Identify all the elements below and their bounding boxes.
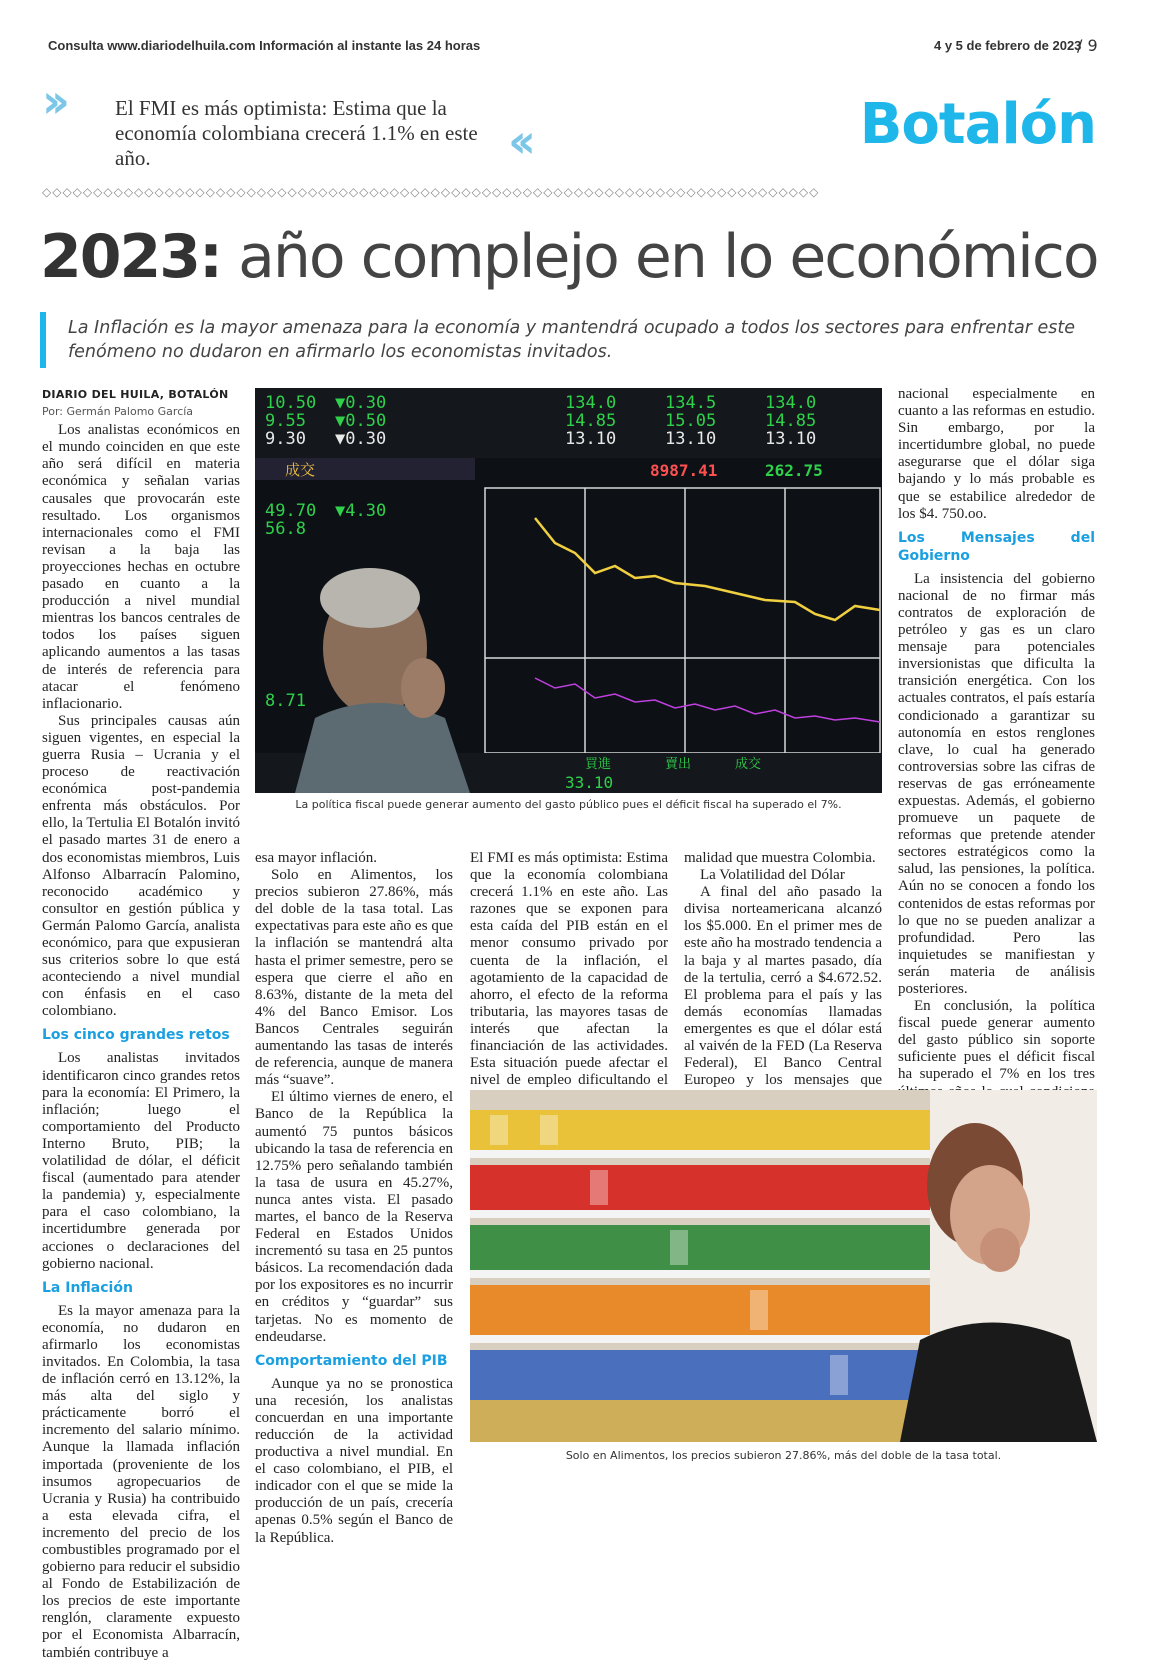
board-label: 成交 — [735, 757, 762, 772]
supermarket-illustration — [470, 1090, 1097, 1442]
board-value: 13.10 — [665, 429, 717, 449]
page-number: / 9 — [1077, 36, 1098, 55]
article-column-1 — [42, 386, 240, 1662]
board-label: 成交 — [285, 461, 316, 479]
stock-board-photo — [255, 388, 882, 793]
board-value: 134.0 — [565, 393, 617, 413]
paragraph: esa mayor inflación. — [255, 850, 378, 866]
board-value: 49.70 — [265, 501, 317, 521]
paragraph: A final del año pasado la divisa norteamericana alcanzó los $5.000. En el primer mes de este año ha mostrado tendencia a la baja y al martes pasado, día de la tertulia, cerró a $4.672.52. El problema para el país y las demás economías llamadas emergentes es que el dólar está al vaivén de la FED (La Reserva Federal), El Banco Central Europeo y los mensajes que — [684, 884, 882, 1089]
double-chevron-left-icon: ‹‹ — [508, 114, 526, 168]
svg-text:▼0.50: ▼0.50 — [335, 411, 387, 431]
board-value: 14.85 — [565, 411, 617, 431]
board-value: 56.8 — [265, 519, 306, 539]
paragraph: Sus principales causas aún siguen vigentes, en especial la guerra Rusia – Ucrania y el proceso de reactivación económica post-pandemia enfrenta más obstáculos. Por ello, la Tertulia El Botalón invitó el pasado martes 31 de enero a dos economistas miembros, Luis Alfonso Albarracín Palomino, reconocido académico y consultor en gestión pública y Germán Palomo García, analista económico, para que expusieran sus criterios sobre lo que está aconteciendo a nivel mundial con énfasis en el caso colombiano. — [42, 712, 240, 1020]
header-date: 4 y 5 de febrero de 2023 — [934, 38, 1082, 53]
paragraph: Los analistas económicos en el mundo coinciden en que este año será difícil en materia económica y señalan varias causales que provocarán este resultado. Los organismos internacionales como el FMI revisan a la baja las proyecciones hechas en octubre pasado en cuanto a la producción a nivel mundial mientras los bancos centrales de todos los países siguen aplicando aumentos a las tasas de interés de referencia para atacar el fenómeno inflacionario. — [42, 422, 240, 712]
paragraph: Aunque ya no se pronostica una recesión, los analistas concuerdan en una importante reducción de la actividad productiva a nivel mundial. En el caso colombiano, el PIB, el indicador con el que se mide la producción de un país, crecería apenas 0.5% según el Banco de la República. — [255, 1375, 453, 1546]
lead-accent-bar — [40, 312, 46, 368]
svg-text:▼0.30: ▼0.30 — [335, 429, 387, 449]
article-column-4 — [684, 850, 882, 1106]
stock-board-illustration — [255, 388, 882, 793]
paragraph: malidad que muestra Colombia. — [684, 850, 876, 866]
headline-year: 2023: — [40, 222, 221, 292]
paragraph: La insistencia del gobierno nacional de no firmar más contratos de exploración de petróleo y gas es un claro mensaje para potenciales inversionistas que dificulta la transición energética. Con los actuales contratos, el país estaría condicionado a garantizar su autonomía en estos renglones clave, lo cual ha generado controversias sobre las cifras de reservas de gas erróneamente expuestas. Además, el gobierno promueve un paquete de reformas que pretende atender sectores estratégicos como la salud, las pensiones, la política. Aún no se conocen a fondo los contenidos de estas reformas por lo que no se pueden analizar a profundidad. Pero las inquietudes se manifiestan y serán materia de análisis posteriores. — [898, 570, 1095, 997]
teaser-text: El FMI es más optimista: Estima que la economía colombiana crecerá 1.1% en este año. — [115, 96, 478, 170]
subhead-pib: Comportamiento del PIB — [255, 1352, 448, 1369]
svg-text:▼0.30: ▼0.30 — [335, 393, 387, 413]
board-value: 134.5 — [665, 393, 717, 413]
headline — [40, 222, 1098, 292]
board-label: 買進 — [585, 757, 612, 772]
board-value: 15.05 — [665, 411, 717, 431]
paragraph: nacional especialmente en cuanto a las reformas en estudio. Sin embargo, por la incertidumbre global, no puede asegurarse que el dólar siga bajando y lo más probable es que se estabilice alrededor de los $4. 750.oo. — [898, 386, 1095, 522]
board-index: 8987.41 — [650, 461, 718, 480]
board-change: 262.75 — [765, 461, 823, 480]
stock-photo-caption: La política fiscal puede generar aumento del gasto público pues el déficit fiscal ha superado el 7%. — [295, 798, 842, 811]
paragraph: En conclusión, la política fiscal puede generar aumento del gasto público sin soporte suficiente pues el déficit fiscal ha superado el 7% en los tres — [898, 998, 1095, 1083]
svg-text:▼4.30: ▼4.30 — [335, 501, 387, 521]
headline-text: año complejo en lo económico — [221, 222, 1098, 292]
board-value: 10.50 — [265, 393, 317, 413]
paragraph: La Volatilidad del Dólar — [700, 867, 845, 884]
double-chevron-right-icon: ›› — [42, 74, 60, 128]
decorative-divider: ◇◇◇◇◇◇◇◇◇◇◇◇◇◇◇◇◇◇◇◇◇◇◇◇◇◇◇◇◇◇◇◇◇◇◇◇◇◇◇◇◇◇◇◇◇◇◇◇◇◇◇◇◇◇◇◇◇◇◇◇◇◇◇◇◇◇◇◇◇◇◇◇◇◇◇◇ — [42, 185, 820, 199]
article-column-3 — [470, 850, 668, 1124]
article-column-2 — [255, 850, 453, 1547]
subhead-gobierno: Los Mensajes del Gobierno — [898, 529, 1095, 564]
paragraph: Es la mayor amenaza para la economía, no dudaron en afirmarlo los economistas invitados. En Colombia, la tasa de inflación cerró en 13.12%, la más alta del siglo y prácticamente borró el incremento del salario mínimo. Aunque la llamada inflación importada (proveniente de los insumos agropecuarios de Ucrania y Rusia) ha contribuido a esta elevada cifra, el incremento del precio de los combustibles programado por el gobierno para reducir el subsidio al Fondo de Estabilización de los precios de este importante renglón, claramente expuesto por el Economista Albarracín, también contribuye a — [42, 1302, 240, 1661]
board-value: 14.85 — [765, 411, 817, 431]
board-value: 8.71 — [265, 691, 306, 711]
supermarket-photo — [470, 1090, 1097, 1442]
board-label: 賣出 — [665, 757, 692, 772]
subhead-retos: Los cinco grandes retos — [42, 1027, 230, 1044]
byline-outlet: DIARIO DEL HUILA, BOTALÓN — [42, 388, 229, 401]
paragraph: El FMI es más optimista: Estima que la economía colombiana crecerá 1.1% en este año. Las razones que se exponen para esta caída del PIB están en el menor consumo privado por cuenta de la inflación, el agotamiento de la capacidad de ahorro, el efecto de la reforma tributaria, las mayores tasas de interés que afectan la financiación de las actividades. Esta situación puede afectar el nivel de empleo dificultando el — [470, 850, 668, 1089]
supermarket-photo-caption: Solo en Alimentos, los precios subieron 27.86%, más del doble de la tasa total. — [565, 1449, 1002, 1462]
section-title: Botalón — [859, 92, 1096, 157]
paragraph: Solo en Alimentos, los precios subieron 27.86%, más del doble de la tasa total. Las expectativas para este año es que la inflación se mantendrá alta hasta el primer semestre, pero se espera que cierre el año en 8.63%, distante de la meta del 4% del Banco Emisor. Los Bancos Centrales seguirán aumentando las tasas de interés de referencia, aunque de manera más “suave”. — [255, 867, 453, 1089]
board-value: 9.30 — [265, 429, 306, 449]
board-value: 13.10 — [765, 429, 817, 449]
paragraph: Los analistas invitados identificaron cinco grandes retos para la economía: El Primero, la inflación; luego el comportamiento del Producto Interno Bruto, PIB; la volatilidad de dólar, el déficit fiscal (aumentado para atender la pandemia) y, especialmente para el caso colombiano, la incertidumbre generada por acciones o declaraciones del gobierno nacional. — [42, 1050, 240, 1272]
board-value: 9.55 — [265, 411, 306, 431]
lead-paragraph: La Inflación es la mayor amenaza para la economía y mantendrá ocupado a todos los sectores para enfrentar este fenómeno no dudaron en afirmarlo los economistas invitados. — [68, 318, 1076, 362]
subhead-inflacion: La Inflación — [42, 1279, 133, 1296]
board-value: 13.10 — [565, 429, 617, 449]
board-value: 33.10 — [565, 773, 614, 792]
paragraph: El último viernes de enero, el Banco de la República la aumentó 75 puntos básicos ubicando la tasa de referencia en 12.75% pero señalando también la tasa de usura en 45.27%, nunca antes vista. El pasado martes, el banco de la Reserva Federal en Estados Unidos incrementó su tasa en 25 puntos básicos. La recomendación dada por los expositores es no incurrir en créditos y “guardar” sus tarjetas. No es momento de endeudarse. — [255, 1089, 453, 1345]
header-site-text: Consulta www.diariodelhuila.com Información al instante las 24 horas — [48, 38, 481, 53]
board-value: 134.0 — [765, 393, 817, 413]
byline-author: Por: Germán Palomo García — [42, 405, 194, 419]
